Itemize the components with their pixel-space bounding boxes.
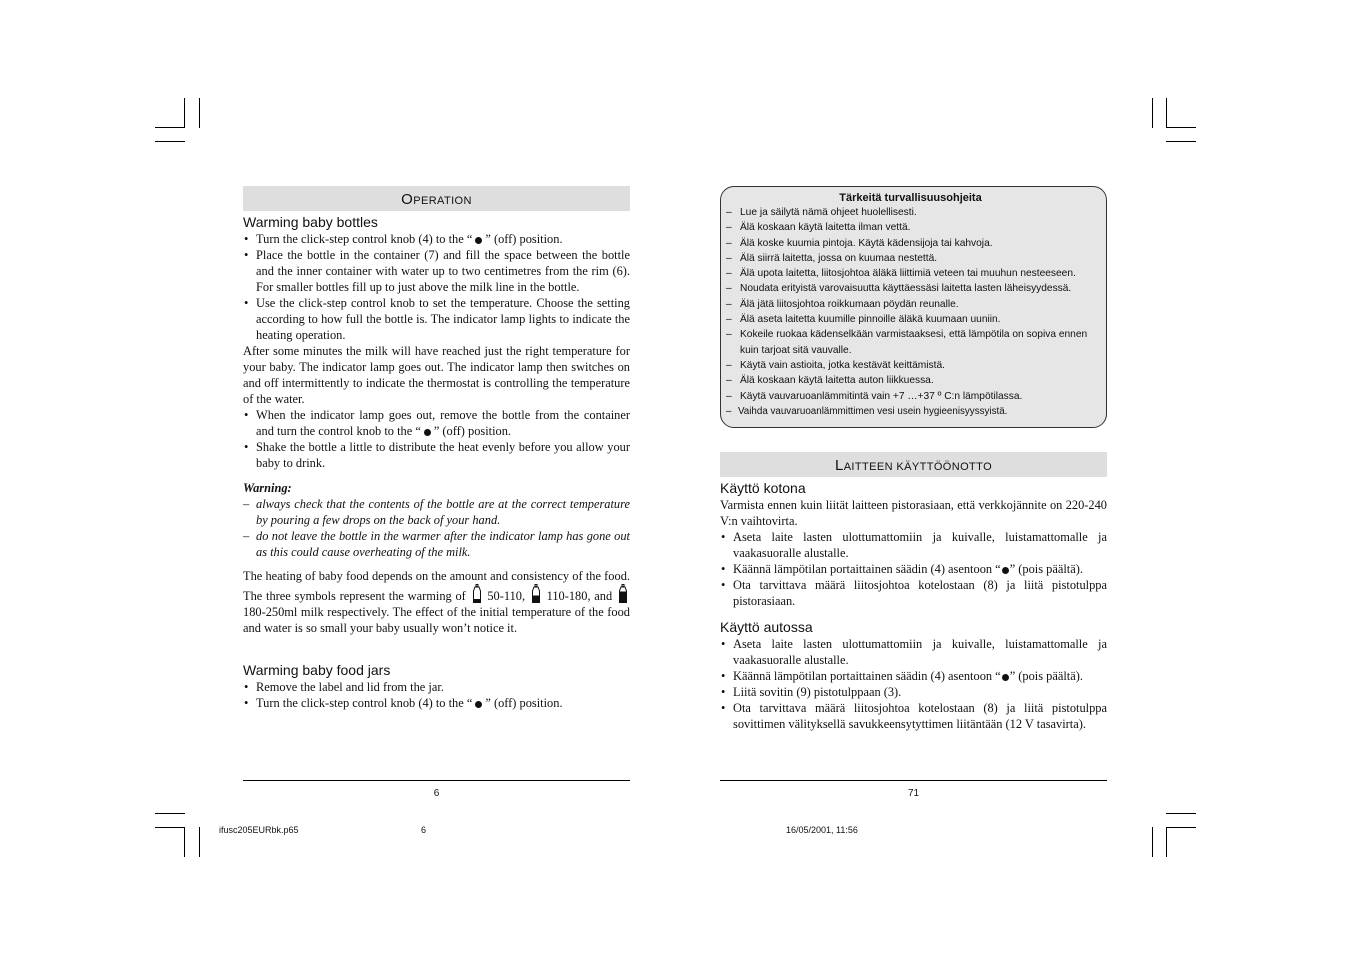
safety-title: Tärkeitä turvallisuusohjeita (839, 192, 982, 204)
list-item: • Ota tarvittava määrä liitosjohtoa kotelostaan (8) ja liitä pistotulppa sovittimen välityksellä savukkeensytyttimen liitäntään (12 V tasavirta). (720, 700, 1107, 732)
right-page (720, 186, 1107, 732)
section-title-setup: LAITTEEN KÄYTTÖÖNOTTO (720, 452, 1107, 477)
footer-date: 16/05/2001, 11:56 (786, 825, 858, 835)
paragraph-voltage: Varmista ennen kuin liität laitteen pistorasiaan, että verkkojännite on 220-240 V:n vaihtovirta. (720, 498, 1107, 528)
list-item: – Älä koske kuumia pintoja. Käytä kädensijoja tai kahvoja. (725, 236, 1096, 251)
heading-use-in-car: Käyttö autossa (720, 619, 813, 635)
off-dot-icon (1002, 674, 1009, 681)
list-item: • Liitä sovitin (9) pistotulppaan (3). (720, 684, 1107, 700)
warning-list (243, 496, 630, 560)
paragraph-indicator-lamp: After some minutes the milk will have reached just the right temperature for your baby. The indicator lamp goes out. The indicator lamp then switches on and off intermittently to indicate the thermostat is controlling the temperature of the water. (243, 344, 630, 406)
list-item: – Älä aseta laitetta kuumille pinnoille äläkä kuumaan uuniin. (725, 312, 1096, 327)
list-item: – Vaihda vauvaruoanlämmittimen vesi usein hygieenisyyssyistä. (725, 404, 1096, 419)
heading-use-at-home: Käyttö kotona (720, 480, 806, 496)
heading-warming-baby-food-jars: Warming baby food jars (243, 662, 391, 678)
footer-page: 6 (421, 825, 427, 835)
list-item: • When the indicator lamp goes out, remove the bottle from the container and turn the control knob to the “ ” (off) position. (243, 407, 630, 439)
safety-instructions-box (720, 186, 1107, 428)
jar-steps-list (243, 679, 630, 711)
list-item: – always check that the contents of the bottle are at the correct temperature by pouring a few drops on the back of your hand. (243, 496, 630, 528)
list-item: – Älä jätä liitosjohtoa roikkumaan pöydän reunalle. (725, 297, 1096, 312)
car-steps-list (720, 636, 1107, 732)
list-item: – Älä siirrä laitetta, jossa on kuumaa nestettä. (725, 251, 1096, 266)
home-steps-list (720, 529, 1107, 609)
list-item: • Ota tarvittava määrä liitosjohtoa kotelostaan (8) ja liitä pistotulppa pistorasiaan. (720, 577, 1107, 609)
list-item: • Turn the click-step control knob (4) to the “ ” (off) position. (243, 231, 630, 247)
warning-title: Warning: (243, 481, 292, 495)
off-dot-icon (475, 237, 482, 244)
heading-warming-baby-bottles: Warming baby bottles (243, 214, 378, 230)
bottle-low-icon (472, 584, 482, 604)
list-item: • Käännä lämpötilan portaittainen säädin (4) asentoon “ ” (pois päältä). (720, 561, 1107, 577)
list-item: • Use the click-step control knob to set the temperature. Choose the setting according to how full the bottle is. The indicator lamp lights to indicate the heating operation. (243, 295, 630, 343)
section-title-operation: OPERATION (243, 186, 630, 211)
bottle-full-icon (618, 584, 628, 604)
off-dot-icon (475, 701, 482, 708)
list-item: • Käännä lämpötilan portaittainen säädin (4) asentoon “ ” (pois päältä). (720, 668, 1107, 684)
right-footer-rule (720, 780, 1107, 781)
list-item: • Turn the click-step control knob (4) to the “ ” (off) position. (243, 695, 630, 711)
list-item: – Kokeile ruokaa kädenselkään varmistaaksesi, että lämpötila on sopiva ennen kuin tarjoat sitä vauvalle. (725, 327, 1096, 358)
paragraph-heating-symbols: The heating of baby food depends on the amount and consistency of the food. The three symbols represent the warming of 50-110, 110-180, and 180-250ml milk respectively. The effect of the initial temperature of the food and water is so small your baby usually won’t notice it. (243, 569, 630, 635)
list-item: – Älä koskaan käytä laitetta ilman vettä. (725, 220, 1096, 235)
list-item: – Käytä vauvaruoanlämmitintä vain +7 …+37 º C:n lämpötilassa. (725, 389, 1096, 404)
off-dot-icon (424, 429, 431, 436)
list-item: – Käytä vain astioita, jotka kestävät keittämistä. (725, 358, 1096, 373)
list-item: • Aseta laite lasten ulottumattomiin ja kuivalle, luistamattomalle ja vaakasuoralle alustalle. (720, 636, 1107, 668)
bottle-medium-icon (531, 584, 541, 604)
list-item: • Place the bottle in the container (7) and fill the space between the bottle and the inner container with water up to two centimetres from the rim (6). For smaller bottles fill up to just above the milk line in the bottle. (243, 247, 630, 295)
safety-list (725, 205, 1096, 419)
bottle-steps-list (243, 231, 630, 343)
off-dot-icon (1002, 567, 1009, 574)
list-item: – do not leave the bottle in the warmer after the indicator lamp has gone out as this could cause overheating of the milk. (243, 528, 630, 560)
left-page-number: 6 (433, 788, 440, 799)
list-item: – Älä koskaan käytä laitetta auton liikkuessa. (725, 373, 1096, 388)
left-page (243, 186, 630, 711)
list-item: • Aseta laite lasten ulottumattomiin ja kuivalle, luistamattomalle ja vaakasuoralle alustalle. (720, 529, 1107, 561)
footer-filename: ifusc205EURbk.p65 (219, 825, 299, 835)
left-footer-rule (243, 780, 630, 781)
list-item: – Lue ja säilytä nämä ohjeet huolellisesti. (725, 205, 1096, 220)
list-item: – Noudata erityistä varovaisuutta käyttäessäsi laitetta lasten läheisyydessä. (725, 281, 1096, 296)
right-page-number: 71 (907, 788, 920, 799)
list-item: – Älä upota laitetta, liitosjohtoa äläkä liittimiä veteen tai muuhun nesteeseen. (725, 266, 1096, 281)
list-item: • Remove the label and lid from the jar. (243, 679, 630, 695)
bottle-steps-list-2 (243, 407, 630, 471)
list-item: • Shake the bottle a little to distribute the heat evenly before you allow your baby to drink. (243, 439, 630, 471)
